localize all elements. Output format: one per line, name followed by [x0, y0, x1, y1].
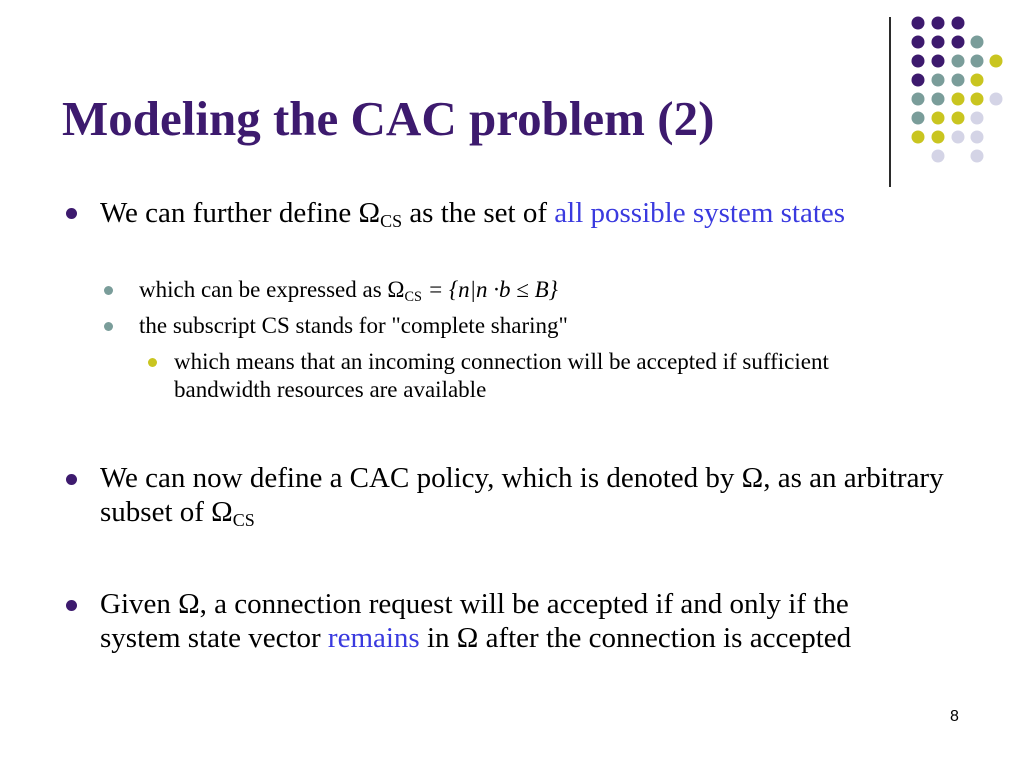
bullet-omega-cs-formula	[139, 276, 899, 304]
bullet-level2-icon	[104, 322, 113, 331]
bullet-text: We can now define a CAC policy, which is denoted by Ω, as an arbitrary subset of Ω	[100, 462, 944, 528]
bullet-level1-icon	[66, 208, 77, 219]
bullet-text: which means that an incoming connection will be accepted if sufficient bandwidth resources are available	[174, 349, 829, 402]
bullet-text: We can further define Ω	[100, 197, 381, 229]
bullet-cac-policy	[100, 461, 970, 529]
bullet-omega-cs-definition	[100, 196, 980, 230]
bullet-level1-icon	[66, 600, 77, 611]
bullet-text: the subscript CS stands for "complete sharing"	[139, 313, 568, 338]
bullet-complete-sharing	[139, 312, 899, 340]
set-formula: = {n|n ·b ≤ B}	[421, 277, 558, 302]
bullet-incoming-connection-accepted	[174, 348, 914, 404]
bullet-level2-icon	[104, 286, 113, 295]
page-number: 8	[950, 708, 959, 725]
bullet-text: in Ω after the connection is accepted	[419, 622, 852, 654]
bullet-text: as the set of	[402, 197, 555, 229]
bullet-connection-request	[100, 587, 900, 655]
highlight-all-possible-system-states: all possible system states	[554, 197, 846, 229]
bullet-text: Given Ω, a connection request will be accepted if and only if the system state vector	[100, 588, 849, 654]
subscript-cs: CS	[404, 288, 422, 305]
bullet-level3-icon	[148, 358, 157, 367]
bullet-text: which can be expressed as Ω	[139, 277, 405, 302]
subscript-cs: CS	[380, 211, 403, 232]
highlight-remains: remains	[327, 622, 420, 654]
slide-title: Modeling the CAC problem (2)	[62, 91, 715, 146]
subscript-cs: CS	[232, 510, 255, 531]
bullet-level1-icon	[66, 474, 77, 485]
